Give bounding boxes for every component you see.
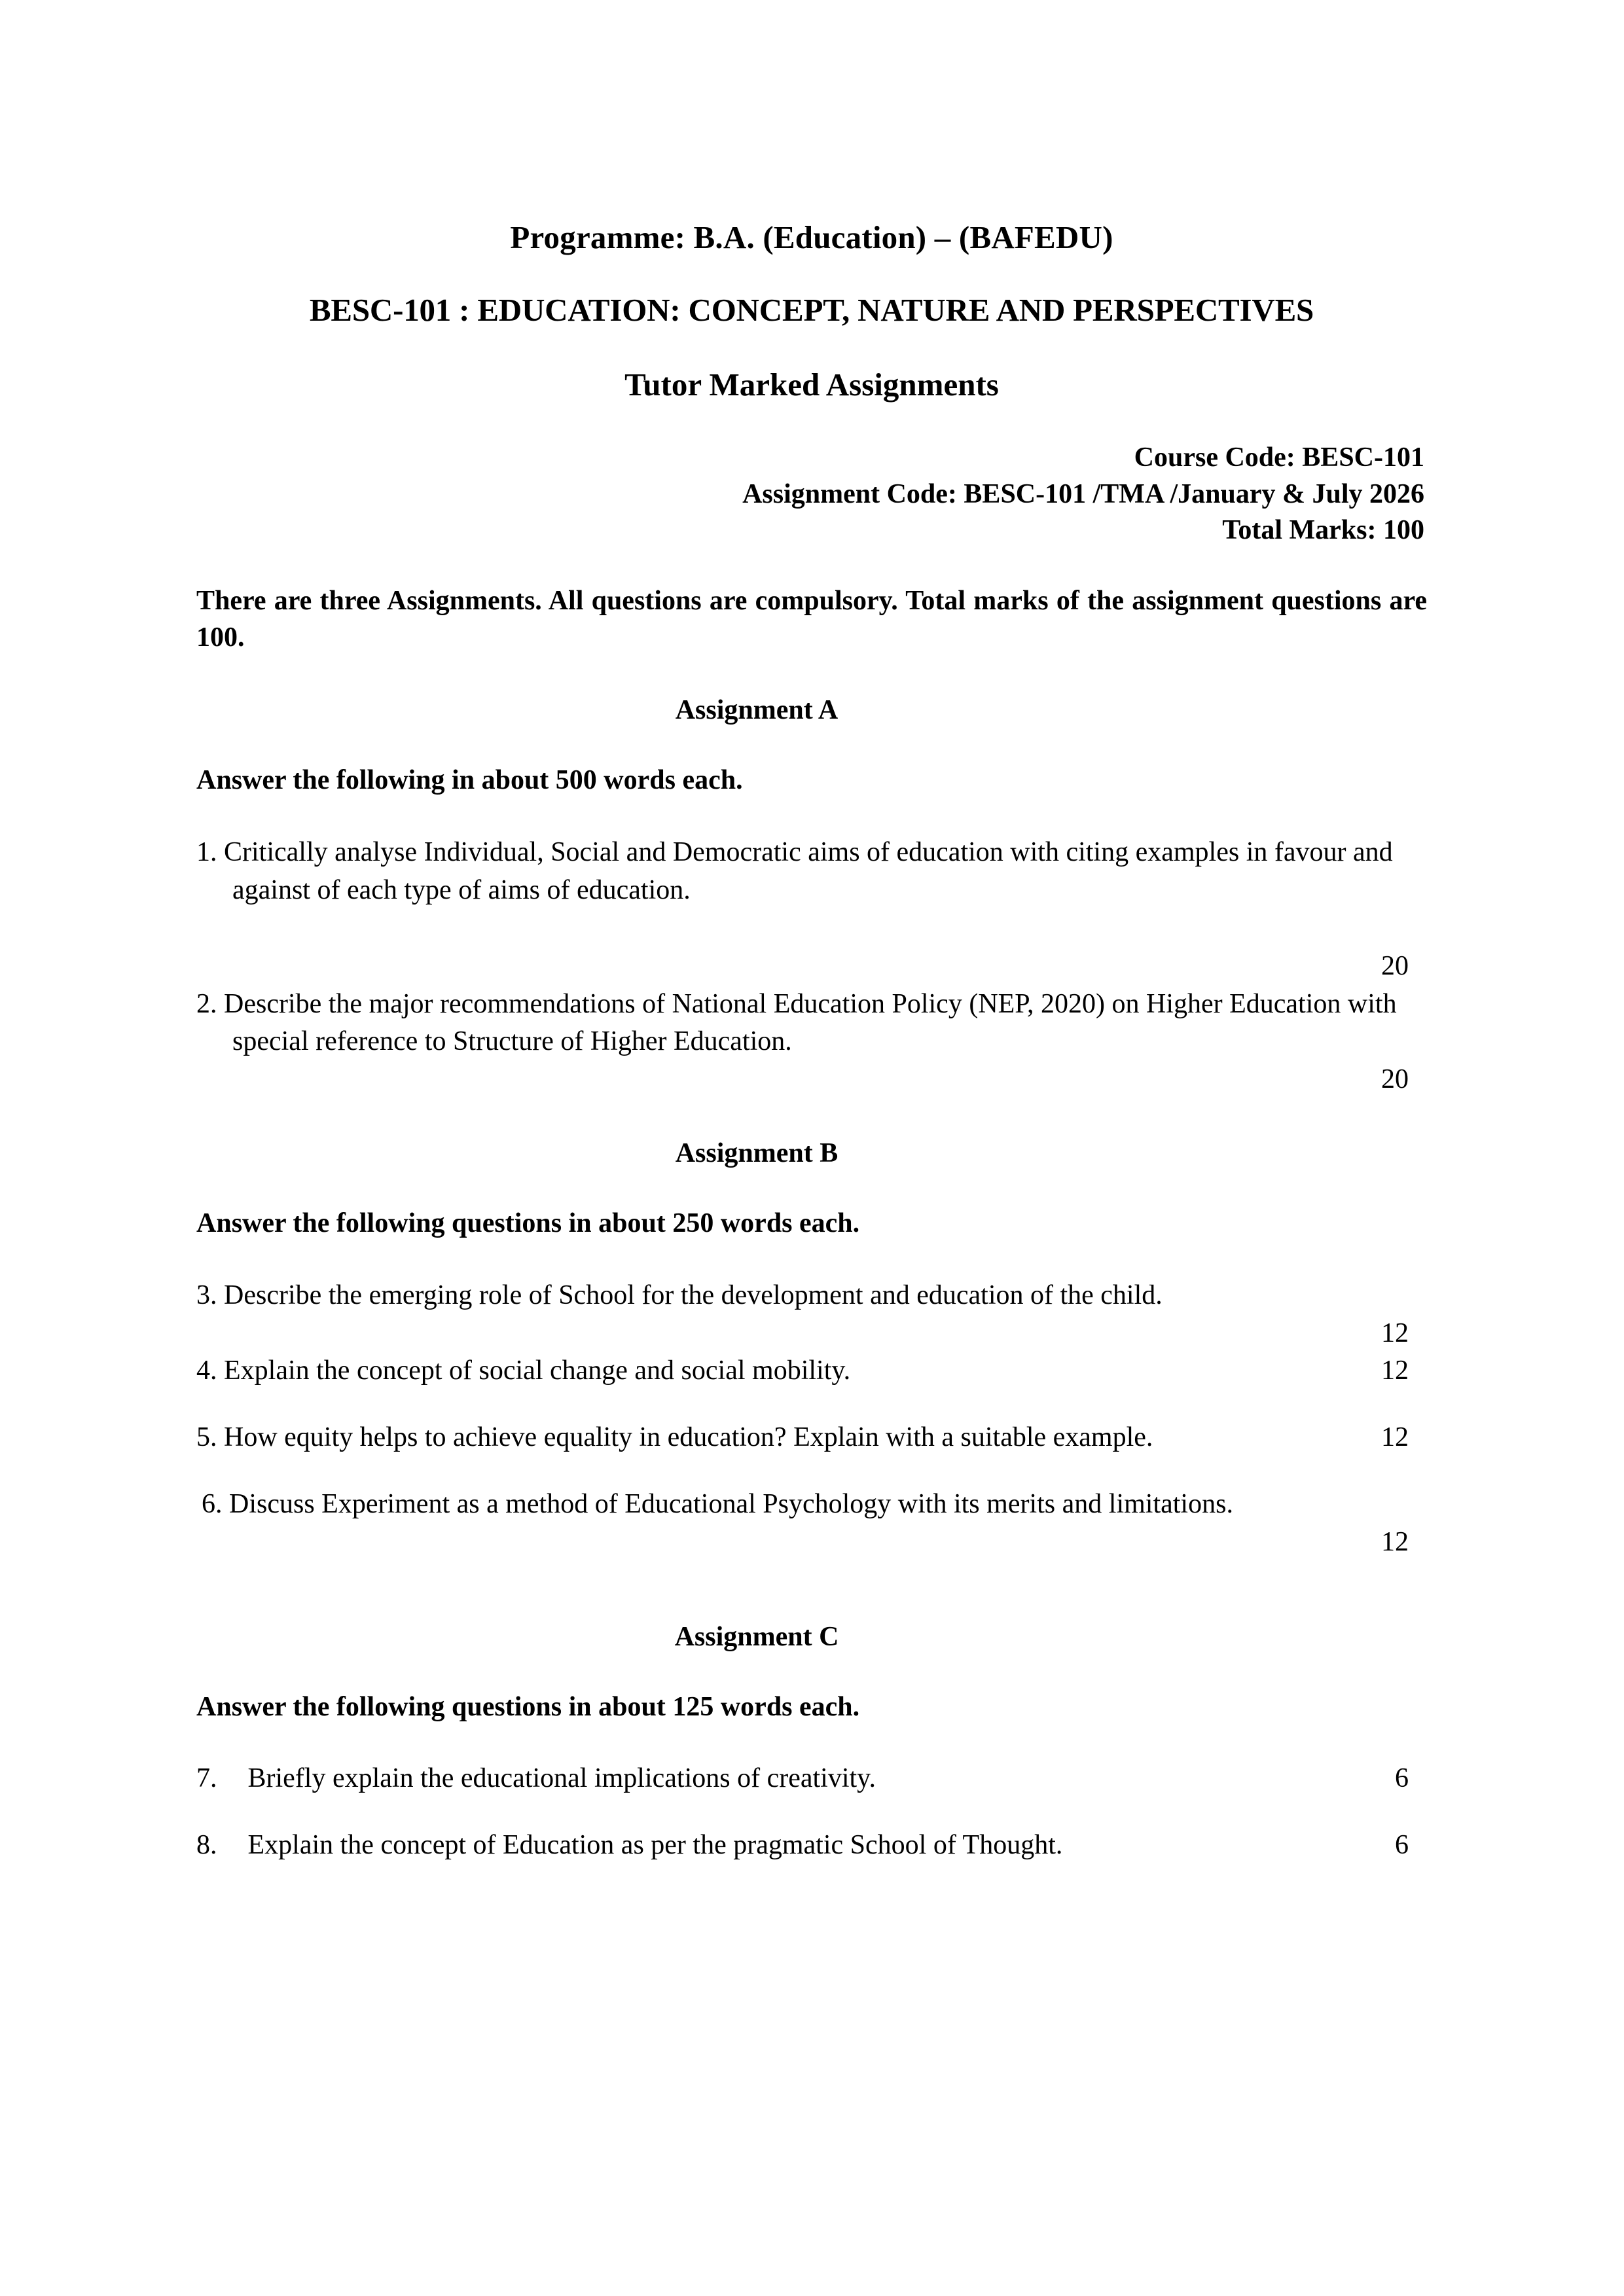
question-item [196,1390,1427,1457]
question-item [196,1725,1427,1798]
question-number: 3. [196,1280,217,1310]
question-number: 8. [196,1830,217,1861]
question-text: How equity helps to achieve equality in education? Explain with a suitable example. [224,1422,1153,1453]
question-number: 7. [196,1763,217,1794]
assignment-type-title: Tutor Marked Assignments [624,366,999,403]
question-item [196,1242,1427,1315]
question-marks: 6 [1395,1830,1409,1861]
assignment-code-line: Assignment Code: BESC-101 /TMA /January & July 2026 [742,478,1424,509]
question-text: Explain the concept of social change and social mobility. [224,1355,851,1386]
question-item [196,798,1427,910]
instruction-assignment-a: Answer the following in about 500 words each. [196,765,743,796]
question-marks: 12 [1381,1318,1409,1348]
programme-title: Programme: B.A. (Education) – (BAFEDU) [510,219,1113,255]
section-heading-assignment-c: Assignment C [674,1622,839,1653]
question-text: Discuss Experiment as a method of Educational Psychology with its merits and limitations. [229,1489,1233,1520]
total-marks-line: Total Marks: 100 [1222,515,1424,546]
instruction-assignment-b: Answer the following questions in about 250 words each. [196,1208,860,1238]
question-number: 1. [196,836,217,867]
question-marks: 6 [1395,1763,1409,1794]
question-text: Explain the concept of Education as per the pragmatic School of Thought. [247,1830,1063,1861]
document-content [196,0,1427,1865]
question-text: Describe the emerging role of School for the development and education of the child. [224,1280,1163,1310]
question-item [202,1457,1427,1524]
question-marks: 12 [1381,1527,1409,1558]
question-text: Critically analyse Individual, Social and Democratic aims of education with citing examples in favour and against of each type of aims of education. [224,836,1393,905]
question-text: Describe the major recommendations of National Education Policy (NEP, 2020) on Higher Education with special reference to Structure of Higher Education. [224,988,1397,1057]
question-item [196,986,1427,1062]
question-number: 6. [202,1489,223,1520]
question-marks: 12 [1381,1355,1409,1386]
question-marks: 12 [1381,1422,1409,1453]
section-heading-assignment-a: Assignment A [675,695,839,726]
question-item [196,1798,1427,1865]
course-code-block [196,403,1427,548]
question-item [196,1352,1427,1390]
spacer [196,910,1427,948]
intro-paragraph: There are three Assignments. All questions are compulsory. Total marks of the assignment questions are 100. [196,585,1427,653]
instruction-assignment-c: Answer the following questions in about 125 words each. [196,1691,860,1722]
question-text: Briefly explain the educational implications of creativity. [247,1763,876,1794]
question-marks: 20 [1381,950,1409,981]
question-number: 2. [196,988,217,1019]
course-code-line: Course Code: BESC-101 [1134,442,1424,473]
question-number: 4. [196,1355,217,1386]
section-heading-assignment-b: Assignment B [675,1138,839,1169]
question-marks: 20 [1381,1064,1409,1095]
course-title: BESC-101 : EDUCATION: CONCEPT, NATURE AND PERSPECTIVES [309,291,1314,328]
question-number: 5. [196,1422,217,1453]
